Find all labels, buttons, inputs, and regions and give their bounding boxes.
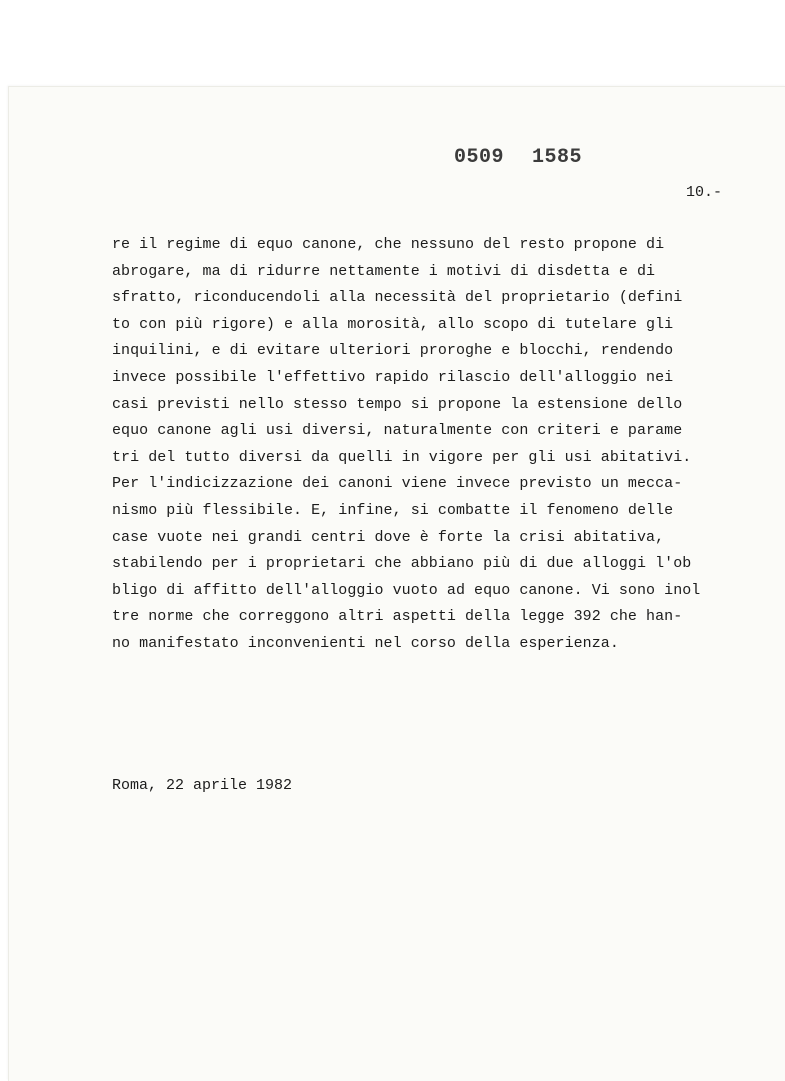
signoff-date: Roma, 22 aprile 1982: [112, 777, 293, 794]
text-line: tri del tutto diversi da quelli in vigore per gli usi abitativi.: [112, 448, 692, 466]
body-text: [112, 232, 700, 658]
text-line: re il regime di equo canone, che nessuno del resto propone di: [112, 236, 665, 253]
text-line: case vuote nei grandi centri dove è forte la crisi abitativa,: [112, 528, 665, 546]
page-number: 10.-: [686, 184, 723, 201]
stamp-number-2: 1585: [532, 146, 583, 169]
text-line: sfratto, riconducendoli alla necessità del proprietario (defini: [112, 289, 683, 307]
document-stamp: [454, 146, 582, 169]
text-line: abrogare, ma di ridurre nettamente i motivi di disdetta e di: [112, 262, 656, 280]
text-line: stabilendo per i proprietari che abbiano più di due alloggi l'ob: [112, 555, 692, 573]
text-line: nismo più flessibile. E, infine, si combatte il fenomeno delle: [112, 501, 674, 519]
text-line: Per l'indicizzazione dei canoni viene invece previsto un mecca-: [112, 475, 683, 493]
text-line: casi previsti nello stesso tempo si propone la estensione dello: [112, 395, 683, 413]
stamp-number-1: 0509: [454, 146, 505, 169]
text-line: bligo di affitto dell'alloggio vuoto ad equo canone. Vi sono inol: [112, 581, 701, 599]
text-line: no manifestato inconvenienti nel corso della esperienza.: [112, 634, 619, 652]
text-line: invece possibile l'effettivo rapido rilascio dell'alloggio nei: [112, 368, 674, 386]
text-line: to con più rigore) e alla morosità, allo scopo di tutelare gli: [112, 315, 674, 333]
text-line: equo canone agli usi diversi, naturalmente con criteri e parame: [112, 422, 683, 440]
text-line: inquilini, e di evitare ulteriori proroghe e blocchi, rendendo: [112, 342, 674, 360]
text-line: tre norme che correggono altri aspetti della legge 392 che han-: [112, 608, 683, 626]
